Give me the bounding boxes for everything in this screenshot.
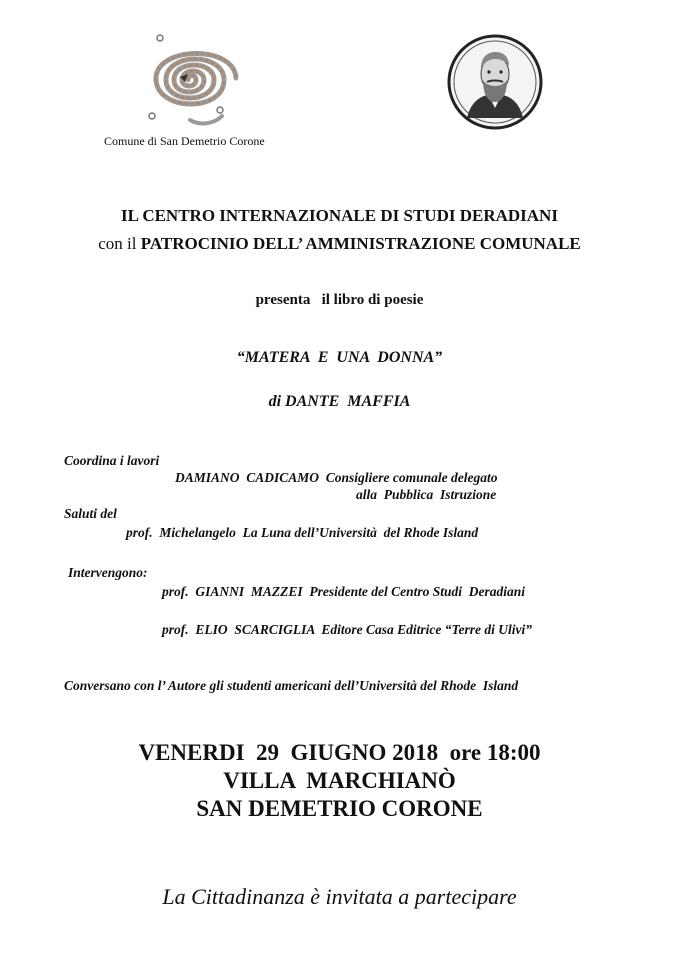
patronage-prefix: con il: [98, 234, 141, 253]
speaker-mazzei: prof. GIANNI MAZZEI Presidente del Centro Studi Deradiani: [162, 584, 526, 599]
patronage-text: PATROCINIO DELL’ AMMINISTRAZIONE COMUNALE: [140, 234, 581, 253]
event-town: SAN DEMETRIO CORONE: [196, 796, 483, 821]
author-line: di DANTE MAFFIA: [268, 393, 411, 410]
presents-line: presenta il libro di poesie: [255, 292, 424, 308]
patronage-line: [0, 234, 679, 254]
intervengono-label: Intervengono:: [68, 565, 148, 580]
conversano-line: Conversano con l’ Autore gli studenti americani dell’Università del Rhode Island: [64, 678, 519, 693]
coordina-label: Coordina i lavori: [64, 453, 160, 468]
spiral-emblem-icon: [130, 30, 250, 130]
saluti-label: Saluti del: [64, 506, 117, 521]
closing-invitation: La Cittadinanza è invitata a partecipare: [162, 884, 517, 909]
saluti-person: prof. Michelangelo La Luna dell’Università del Rhode Island: [126, 525, 479, 540]
organizer-line: IL CENTRO INTERNAZIONALE DI STUDI DERADIANI: [121, 206, 558, 225]
event-date: VENERDI 29 GIUGNO 2018 ore 18:00: [138, 740, 541, 765]
book-title: “MATERA E UNA DONNA”: [236, 349, 443, 366]
bearded-man-portrait-icon: [445, 32, 545, 132]
speaker-scarciglia: prof. ELIO SCARCIGLIA Editore Casa Editrice “Terre di Ulivi”: [162, 622, 533, 637]
coordinator-role: alla Pubblica Istruzione: [356, 487, 497, 502]
event-venue: VILLA MARCHIANÒ: [223, 768, 456, 793]
coordinator-name: DAMIANO CADICAMO Consigliere comunale delegato: [175, 470, 498, 485]
municipality-caption: Comune di San Demetrio Corone: [104, 134, 265, 148]
